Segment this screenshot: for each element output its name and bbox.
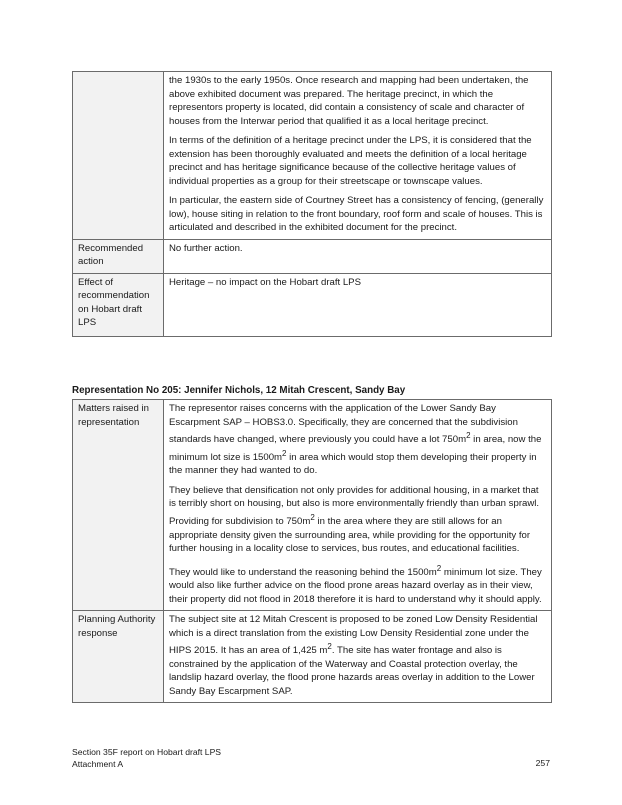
- paragraph: In terms of the definition of a heritage precinct under the LPS, it is considered that the extension has been thoroughly evaluated and meets the definition of a local heritage precinct and has heritage significance because of the collective heritage values of individual properties as a group for their streetscape or townscape values.: [169, 135, 532, 187]
- paragraph: the 1930s to the early 1950s. Once research and mapping had been undertaken, the above exhibited document was prepared. The heritage precinct, in which the representors property is located, did contain a consistency of scale and character of houses from the Interwar period that qualified it as a local heritage precinct.: [169, 75, 529, 127]
- text-run: The subject site at 12 Mitah Crescent is proposed to be zoned Low Density Residential which is a direct translation from the existing Low Density Residential zone under the HIPS 2015. It has an area of 1,425 m: [169, 614, 538, 657]
- footer-attachment: Attachment A: [72, 758, 124, 769]
- representation-heading: Representation No 205: Jennifer Nichols, 12 Mitah Crescent, Sandy Bay: [72, 385, 406, 396]
- text-run: minimum lot size. They would also like further advice on the flood prone areas hazard overlay as in their view, their property did not flood in 2018 therefore it is hard to understand why it should apply.: [169, 566, 542, 605]
- superscript: 2: [282, 448, 287, 458]
- heritage-response-table: [72, 71, 552, 337]
- table-row: [73, 273, 552, 336]
- response-continued-cell: [164, 72, 552, 240]
- text-run: They would like to understand the reasoning behind the 1500m: [169, 566, 437, 578]
- footer-report-title: Section 35F report on Hobart draft LPS: [72, 747, 222, 757]
- paragraph: [169, 484, 546, 556]
- superscript: 2: [327, 642, 332, 652]
- effect-value: Heritage – no impact on the Hobart draft LPS: [164, 273, 552, 336]
- paragraph: [169, 613, 546, 698]
- matters-raised-label: Matters raised in representation: [73, 400, 164, 611]
- superscript: 2: [436, 563, 442, 573]
- text-run: in area, now the minimum lot size is 1500m: [169, 434, 542, 463]
- paragraph: In particular, the eastern side of Courtney Street has a consistency of fencing, (generally low), house siting in relation to the front boundary, roof form and scale of houses. This is articulated and described in the exhibited document for the precinct.: [169, 195, 544, 233]
- table-row: [73, 400, 552, 611]
- superscript: 2: [310, 512, 315, 522]
- text-run: They believe that densification not only provides for additional housing, in a market that is terribly short on housing, but also is more environmentally friendly than urban sprawl. Providing for subdivision to 750m: [169, 484, 540, 528]
- page-footer: [72, 747, 221, 770]
- planning-authority-response-label: Planning Authority response: [73, 611, 164, 703]
- text-run: . The site has water frontage and also is constrained by the application of the Waterway and Coastal protection overlay, the landslip hazard overlay, the flood prone hazards areas overlay in addition to the Lower Sandy Bay Escarpment SAP.: [169, 645, 535, 697]
- superscript: 2: [466, 431, 471, 440]
- representation-205-table: [72, 399, 552, 703]
- effect-label: Effect of recommendation on Hobart draft LPS: [73, 273, 164, 336]
- empty-label-cell: [73, 72, 164, 240]
- recommended-action-label: Recommended action: [73, 239, 164, 273]
- matters-raised-value: [164, 400, 552, 611]
- text-run: in area which would stop them developing their property in the manner they had wanted to do.: [169, 451, 537, 477]
- page-number: 257: [535, 758, 550, 768]
- paragraph: [169, 562, 546, 607]
- text-run: in the area where they are still allows for an appropriate density given the surrounding area, while providing for the opportunity for further housing in a locality close to services, bus routes, and educational facilities.: [169, 516, 531, 555]
- table-row: [73, 239, 552, 273]
- text-run: The representor raises concerns with the application of the Lower Sandy Bay Escarpment SAP – HOBS3.0. Specifically, they are concerned that the subdivision standards have changed, where previously you could have a lot 750m: [169, 403, 518, 446]
- table-row: [73, 611, 552, 703]
- recommended-action-value: No further action.: [164, 239, 552, 273]
- planning-authority-response-value: [164, 611, 552, 703]
- paragraph: [169, 402, 546, 478]
- table-row: [73, 72, 552, 240]
